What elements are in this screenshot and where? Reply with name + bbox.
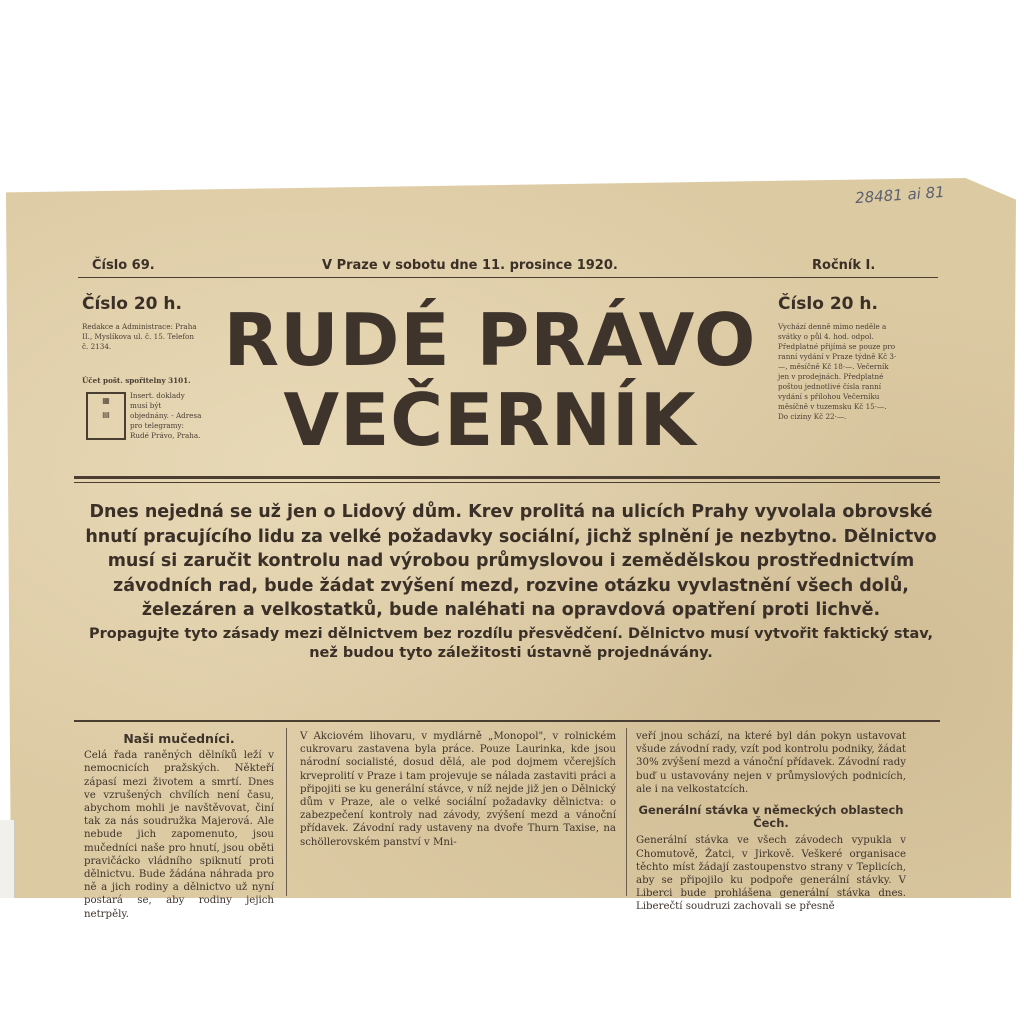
top-rule xyxy=(78,277,938,278)
column-1-text: Celá řada raněných dělníků leží v nemocnicích pražských. Někteří zápasí mezi životem a smrtí. Dnes ve vzrušených chvílích není času, abychom mohli je navštěvovat, činí tak za nás soudružka Majerová. Ale nebude jich zapomenuto, jsou mučedníci naše pro hnutí, jsou oběti pravičácko vládního spiknutí proti dělnictvu. Bude žádána náhrada pro ně a jich rodiny a dělnictvo už nyní postará se, aby rodiny jejich netrpěly. xyxy=(84,750,274,920)
column-1-heading: Naši mučedníci. xyxy=(123,731,235,746)
lead-secondary-text: Propagujte tyto zásady mezi dělnictvem bez rozdílu přesvědčení. Dělnictvo musí vytvořit faktický stav, než budou tyto záležitosti ústavně projednávány. xyxy=(88,625,934,661)
price-right: Číslo 20 h. xyxy=(778,294,878,314)
masthead-rule-thick xyxy=(74,476,940,479)
column-3 xyxy=(636,730,907,913)
column-1 xyxy=(84,730,274,920)
dateline: V Praze v sobotu dne 11. prosince 1920. xyxy=(322,258,618,273)
column-divider-1 xyxy=(286,728,287,896)
column-3-heading: Generální stávka v německých oblastech Čech. xyxy=(638,803,904,831)
seal-stamp: ▦ ▤ xyxy=(86,392,126,440)
paper-tape xyxy=(0,820,15,898)
volume: Ročník I. xyxy=(812,258,876,273)
column-3-text-2: Generální stávka ve všech závodech vypukla v Chomutově, Žatci, v Jirkově. Veškeré organisace těchto míst žádají zastoupenstvo strany v Teplicích, aby se připojilo ku podpoře generální stávky. V Liberci bude prohlášena generální stávka dnes. Liberečtí soudruzi zachovali se přesně xyxy=(636,835,906,913)
column-2-text: V Akciovém lihovaru, v mydlárně „Monopol", v rolnickém cukrovaru zastavena byla práce. Pouze Laurinka, kde jsou národní socialisté, dosud dělá, ale pod dojmem včerejších krveprolití v Praze i tam projevuje se nálada zastaviti práci a připojiti se ku generální stávce, v níž nejde již jen o Dělnický dům v Praze, ale o velké sociální požadavky dělnictva: o zabezpečení kontroly nad závody, zvýšení mezd a vánoční přídavek. Závodní rady ustaveny na dvoře Thurn Taxise, na schöllerovském panství v Mni- xyxy=(300,731,616,848)
masthead-rule-thin xyxy=(74,482,940,483)
column-2 xyxy=(300,730,616,896)
lead-main-text: Dnes nejedná se už jen o Lidový dům. Krev prolitá na ulicích Prahy vyvolala obrovské hnutí pracujícího lidu za velké požadavky sociální, jichž splnění je nezbytno. Dělnictvo musí si zaručit kontrolu nad výrobou průmyslovou i zemědělskou prostřednictvím závodních rad, bude žádat zvýšení mezd, rozvine otázku vyvlastnění všech dolů, železáren a velkostatků, bude naléhati na opravdová opatření proti lichvě. xyxy=(85,502,937,620)
subscription-info: Vychází denně mimo neděle a svátky o půl 4. hod. odpol. Předplatné přijímá se pouze pro ranní vydání v Praze týdně Kč 3·—, měsíčně Kč 18·—. Večerník jen v prodejnách. Předplatné poštou jednotlivé čísla ranní vydání s přílohou Večerníku měsíčně v tuzemsku Kč 15·—. Do ciziny Kč 22·—. xyxy=(778,322,897,421)
price-left: Číslo 20 h. xyxy=(82,294,182,314)
handwritten-note: 28481 ai 81 xyxy=(854,182,946,208)
telegram-info: Insert. doklady musí být objednány. - Adresa pro telegramy: Rudé Právo, Praha. xyxy=(130,391,202,440)
postal-account: Účet pošt. spořitelny 3101. xyxy=(82,376,191,385)
editorial-info: Redakce a Administrace: Praha II., Myslíkova ul. č. 15. Telefon č. 2134. xyxy=(82,322,197,351)
lead-bottom-rule xyxy=(74,720,940,722)
column-divider-2 xyxy=(626,728,627,896)
masthead-title-line2: VEČERNÍK xyxy=(283,378,697,462)
lead-article xyxy=(76,500,946,663)
masthead-title-line1: RUDÉ PRÁVO xyxy=(223,298,757,382)
column-3-text: veří jnou schází, na které byl dán pokyn ustavovat všude závodní rady, vzít pod kontrolu podniky, žádat 30% zvýšení mezd a vánoční přídavek. Závodní rady buď u ustavovány nejen v průmyslových podnicích, ale i na velkostatcích. xyxy=(636,731,907,795)
issue-number: Číslo 69. xyxy=(92,258,155,273)
